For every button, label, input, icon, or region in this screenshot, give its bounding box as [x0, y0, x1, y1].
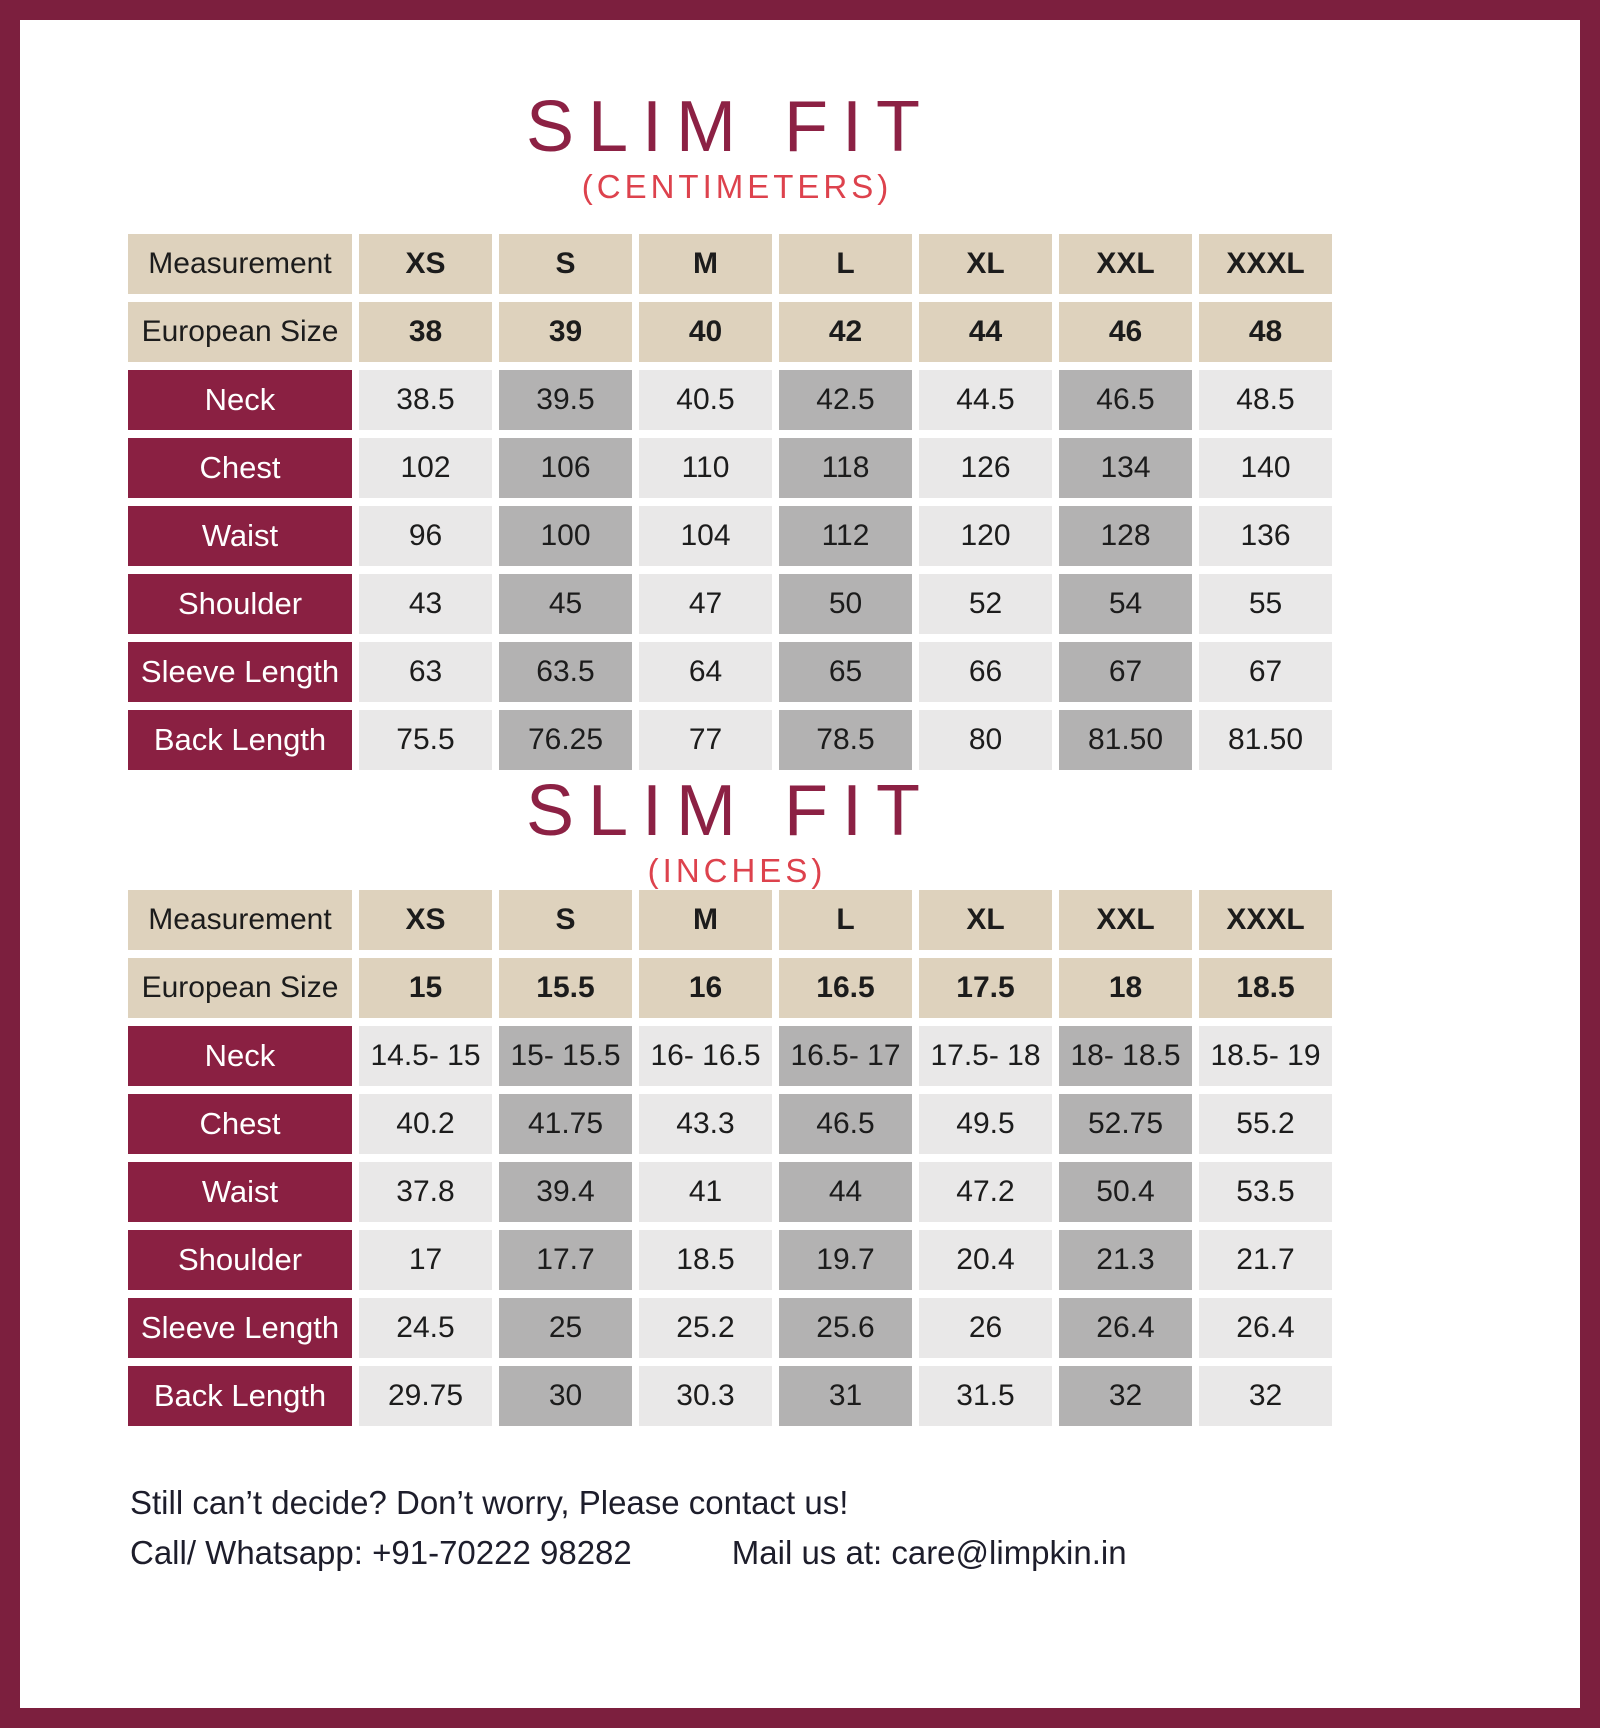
- measurement-value-cell: 31: [779, 1366, 912, 1426]
- measurement-value-cell: 18- 18.5: [1059, 1026, 1192, 1086]
- measurement-value-cell: 39.5: [499, 370, 632, 430]
- row-label-cell: Chest: [128, 438, 352, 498]
- measurement-value-cell: 43.3: [639, 1094, 772, 1154]
- measurement-value-cell: 43: [359, 574, 492, 634]
- measurement-value-cell: 128: [1059, 506, 1192, 566]
- measurement-value-cell: 112: [779, 506, 912, 566]
- size-grid-inches: [128, 890, 1332, 1426]
- european-size-cell: 39: [499, 302, 632, 362]
- measurement-value-cell: 67: [1059, 642, 1192, 702]
- measurement-value-cell: 75.5: [359, 710, 492, 770]
- measurement-value-cell: 96: [359, 506, 492, 566]
- size-table-section-cm: [128, 20, 1332, 770]
- measurement-value-cell: 42.5: [779, 370, 912, 430]
- european-size-cell: 15.5: [499, 958, 632, 1018]
- table-title-text: SLIM FIT: [525, 87, 934, 167]
- measurement-value-cell: 136: [1199, 506, 1332, 566]
- measurement-value-cell: 110: [639, 438, 772, 498]
- footer-contact-prompt: Still can’t decide? Don’t worry, Please contact us!: [130, 1484, 849, 1521]
- measurement-value-cell: 20.4: [919, 1230, 1052, 1290]
- measurement-value-cell: 53.5: [1199, 1162, 1332, 1222]
- row-label-cell: Neck: [128, 370, 352, 430]
- measurement-value-cell: 45: [499, 574, 632, 634]
- measurement-value-cell: 104: [639, 506, 772, 566]
- row-label-cell: Back Length: [128, 1366, 352, 1426]
- measurement-value-cell: 16.5- 17: [779, 1026, 912, 1086]
- measurement-value-cell: 17.7: [499, 1230, 632, 1290]
- measurement-value-cell: 14.5- 15: [359, 1026, 492, 1086]
- size-header-cell: L: [779, 234, 912, 294]
- measurement-value-cell: 134: [1059, 438, 1192, 498]
- measurement-value-cell: 81.50: [1059, 710, 1192, 770]
- measurement-value-cell: 46.5: [779, 1094, 912, 1154]
- measurement-value-cell: 40.5: [639, 370, 772, 430]
- measurement-value-cell: 17.5- 18: [919, 1026, 1052, 1086]
- european-size-cell: 46: [1059, 302, 1192, 362]
- european-size-cell: 16.5: [779, 958, 912, 1018]
- measurement-value-cell: 19.7: [779, 1230, 912, 1290]
- measurement-value-cell: 21.3: [1059, 1230, 1192, 1290]
- measurement-value-cell: 32: [1199, 1366, 1332, 1426]
- measurement-header-cell: Measurement: [128, 234, 352, 294]
- size-header-cell: XL: [919, 234, 1052, 294]
- measurement-value-cell: 37.8: [359, 1162, 492, 1222]
- measurement-value-cell: 26: [919, 1298, 1052, 1358]
- european-size-label-cell: European Size: [128, 958, 352, 1018]
- measurement-value-cell: 21.7: [1199, 1230, 1332, 1290]
- size-grid-cm: [128, 234, 1332, 770]
- row-label-cell: Waist: [128, 1162, 352, 1222]
- measurement-value-cell: 63: [359, 642, 492, 702]
- european-size-cell: 15: [359, 958, 492, 1018]
- measurement-value-cell: 50.4: [1059, 1162, 1192, 1222]
- measurement-value-cell: 25.6: [779, 1298, 912, 1358]
- table-title-inches: [128, 770, 1332, 890]
- european-size-label-cell: European Size: [128, 302, 352, 362]
- row-label-cell: Shoulder: [128, 574, 352, 634]
- european-size-cell: 18.5: [1199, 958, 1332, 1018]
- measurement-value-cell: 15- 15.5: [499, 1026, 632, 1086]
- size-table-section-inches: [128, 770, 1332, 1426]
- row-label-cell: Sleeve Length: [128, 642, 352, 702]
- size-header-cell: M: [639, 890, 772, 950]
- measurement-value-cell: 106: [499, 438, 632, 498]
- size-header-cell: XXL: [1059, 890, 1192, 950]
- measurement-value-cell: 63.5: [499, 642, 632, 702]
- measurement-value-cell: 47.2: [919, 1162, 1052, 1222]
- measurement-value-cell: 17: [359, 1230, 492, 1290]
- measurement-value-cell: 48.5: [1199, 370, 1332, 430]
- measurement-value-cell: 46.5: [1059, 370, 1192, 430]
- row-label-cell: Neck: [128, 1026, 352, 1086]
- measurement-value-cell: 38.5: [359, 370, 492, 430]
- size-header-cell: XXL: [1059, 234, 1192, 294]
- measurement-value-cell: 26.4: [1199, 1298, 1332, 1358]
- measurement-value-cell: 47: [639, 574, 772, 634]
- measurement-value-cell: 78.5: [779, 710, 912, 770]
- measurement-value-cell: 81.50: [1199, 710, 1332, 770]
- measurement-value-cell: 18.5: [639, 1230, 772, 1290]
- measurement-value-cell: 77: [639, 710, 772, 770]
- measurement-value-cell: 24.5: [359, 1298, 492, 1358]
- size-header-cell: S: [499, 234, 632, 294]
- table-title-unit: (INCHES): [647, 852, 827, 889]
- size-header-cell: XXXL: [1199, 890, 1332, 950]
- measurement-value-cell: 55: [1199, 574, 1332, 634]
- measurement-value-cell: 118: [779, 438, 912, 498]
- measurement-value-cell: 80: [919, 710, 1052, 770]
- measurement-value-cell: 30: [499, 1366, 632, 1426]
- size-tables: [128, 20, 1332, 1426]
- measurement-value-cell: 18.5- 19: [1199, 1026, 1332, 1086]
- size-header-cell: XXXL: [1199, 234, 1332, 294]
- measurement-value-cell: 100: [499, 506, 632, 566]
- size-header-cell: S: [499, 890, 632, 950]
- measurement-value-cell: 54: [1059, 574, 1192, 634]
- content-area: [128, 20, 1332, 1572]
- measurement-value-cell: 102: [359, 438, 492, 498]
- european-size-cell: 16: [639, 958, 772, 1018]
- european-size-cell: 40: [639, 302, 772, 362]
- footer-phone: Call/ Whatsapp: +91-70222 98282: [130, 1534, 632, 1571]
- measurement-value-cell: 39.4: [499, 1162, 632, 1222]
- row-label-cell: Chest: [128, 1094, 352, 1154]
- row-label-cell: Shoulder: [128, 1230, 352, 1290]
- european-size-cell: 17.5: [919, 958, 1052, 1018]
- row-label-cell: Waist: [128, 506, 352, 566]
- measurement-value-cell: 25.2: [639, 1298, 772, 1358]
- measurement-value-cell: 120: [919, 506, 1052, 566]
- row-label-cell: Back Length: [128, 710, 352, 770]
- measurement-value-cell: 65: [779, 642, 912, 702]
- measurement-value-cell: 64: [639, 642, 772, 702]
- measurement-header-cell: Measurement: [128, 890, 352, 950]
- table-title-text: SLIM FIT: [525, 771, 934, 851]
- european-size-cell: 38: [359, 302, 492, 362]
- footer-contact-details: [130, 1534, 1332, 1572]
- measurement-value-cell: 44.5: [919, 370, 1052, 430]
- measurement-value-cell: 126: [919, 438, 1052, 498]
- measurement-value-cell: 55.2: [1199, 1094, 1332, 1154]
- measurement-value-cell: 26.4: [1059, 1298, 1192, 1358]
- measurement-value-cell: 41: [639, 1162, 772, 1222]
- size-header-cell: XS: [359, 890, 492, 950]
- measurement-value-cell: 49.5: [919, 1094, 1052, 1154]
- measurement-value-cell: 76.25: [499, 710, 632, 770]
- size-header-cell: XS: [359, 234, 492, 294]
- measurement-value-cell: 40.2: [359, 1094, 492, 1154]
- european-size-cell: 44: [919, 302, 1052, 362]
- size-header-cell: XL: [919, 890, 1052, 950]
- measurement-value-cell: 29.75: [359, 1366, 492, 1426]
- measurement-value-cell: 44: [779, 1162, 912, 1222]
- footer-email: Mail us at: care@limpkin.in: [731, 1534, 1127, 1571]
- row-label-cell: Sleeve Length: [128, 1298, 352, 1358]
- measurement-value-cell: 66: [919, 642, 1052, 702]
- size-header-cell: M: [639, 234, 772, 294]
- measurement-value-cell: 16- 16.5: [639, 1026, 772, 1086]
- measurement-value-cell: 41.75: [499, 1094, 632, 1154]
- measurement-value-cell: 140: [1199, 438, 1332, 498]
- measurement-value-cell: 25: [499, 1298, 632, 1358]
- measurement-value-cell: 67: [1199, 642, 1332, 702]
- measurement-value-cell: 52.75: [1059, 1094, 1192, 1154]
- measurement-value-cell: 52: [919, 574, 1052, 634]
- european-size-cell: 18: [1059, 958, 1192, 1018]
- measurement-value-cell: 50: [779, 574, 912, 634]
- measurement-value-cell: 32: [1059, 1366, 1192, 1426]
- size-header-cell: L: [779, 890, 912, 950]
- measurement-value-cell: 31.5: [919, 1366, 1052, 1426]
- european-size-cell: 48: [1199, 302, 1332, 362]
- european-size-cell: 42: [779, 302, 912, 362]
- footer: [130, 1484, 1332, 1572]
- table-title-cm: [128, 20, 1332, 206]
- table-title-unit: (CENTIMETERS): [581, 168, 893, 205]
- measurement-value-cell: 30.3: [639, 1366, 772, 1426]
